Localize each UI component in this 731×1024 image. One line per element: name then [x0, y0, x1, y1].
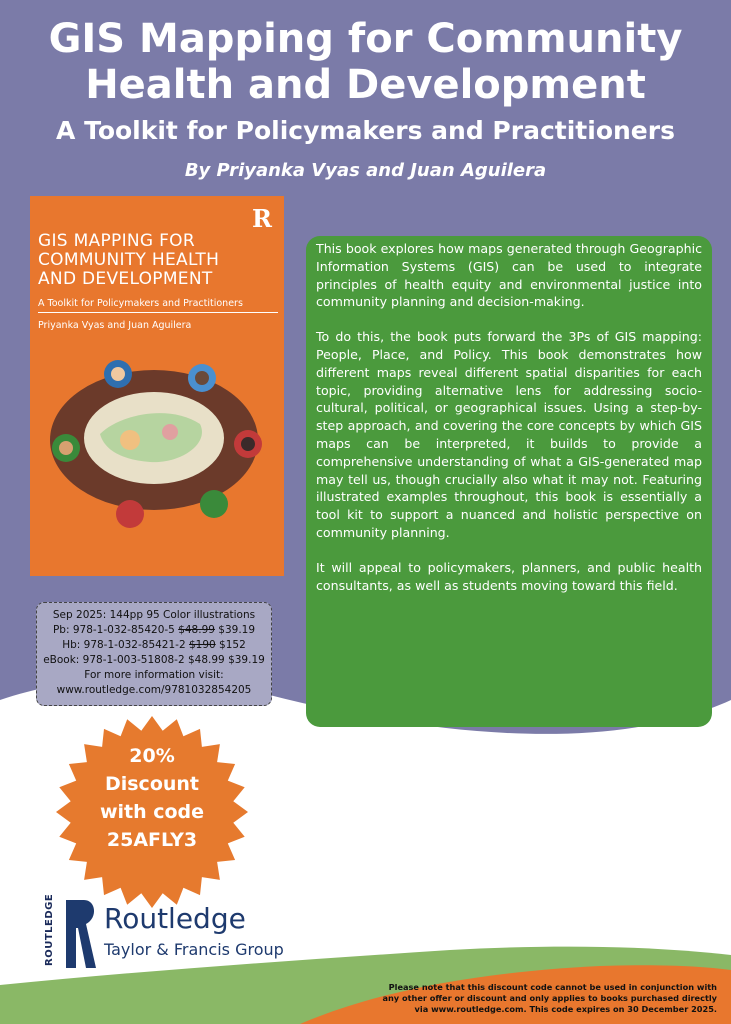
cover-title-line: AND DEVELOPMENT — [38, 269, 213, 289]
cover-title-line: COMMUNITY HEALTH — [38, 250, 220, 270]
logo-vertical-text: ROUTLEDGE — [44, 893, 55, 966]
main-title — [0, 16, 731, 108]
title-line-2: Health and Development — [85, 62, 646, 108]
face-icon — [59, 441, 73, 455]
badge-line: 20% — [129, 745, 175, 767]
face-icon — [195, 371, 209, 385]
badge-line: with code — [99, 801, 205, 823]
more-info-link[interactable]: www.routledge.com/9781032854205 — [56, 684, 252, 696]
description-paragraph-3: It will appeal to policymakers, planners, and public health consultants, as well as students moving toward this field. — [316, 559, 702, 593]
logo-tagline: Taylor & Francis Group — [104, 940, 284, 959]
cover-title-line: GIS MAPPING FOR — [38, 231, 195, 251]
more-info-label: For more information visit: — [84, 669, 224, 681]
hb-old-price: $190 — [188, 639, 216, 651]
face-icon — [241, 437, 255, 451]
description-box — [306, 236, 712, 727]
hb-new-price: $152 — [215, 639, 246, 651]
routledge-r-logo: R — [252, 204, 272, 233]
routledge-mark-icon — [62, 898, 100, 970]
book-info-box — [36, 602, 272, 706]
title-line-1: GIS Mapping for Community — [48, 16, 683, 62]
person-icon — [116, 500, 144, 528]
hb-isbn: Hb: 978-1-032-85421-2 — [62, 639, 189, 651]
map-marker-icon — [162, 424, 178, 440]
hardback-price — [41, 638, 267, 653]
cover-authors: Priyanka Vyas and Juan Aguilera — [38, 320, 192, 331]
book-cover — [30, 196, 284, 576]
face-icon — [111, 367, 125, 381]
description-paragraph-1: This book explores how maps generated through Geographic Information Systems (GIS) can be used to integrate principles of health equity and environmental justice into community planning and decision-making. — [316, 241, 702, 310]
pb-isbn: Pb: 978-1-032-85420-5 — [52, 624, 179, 636]
ebook-price: eBook: 978-1-003-51808-2 $48.99 $39.19 — [43, 654, 265, 666]
pb-new-price: $39.19 — [214, 624, 256, 636]
pub-details: Sep 2025: 144pp 95 Color illustrations — [52, 609, 256, 621]
cover-subtitle: A Toolkit for Policymakers and Practitioners — [38, 298, 278, 313]
footer-disclaimer: Please note that this discount code cannot be used in conjunction with any other offer or discount and only applies to books purchased directly via www.routledge.com. This code expires on 30 December 2025. — [382, 982, 717, 1014]
discount-badge-text — [54, 742, 250, 854]
discount-code: 25AFLY3 — [106, 829, 198, 851]
subtitle: A Toolkit for Policymakers and Practitioners — [56, 116, 675, 145]
badge-line: Discount — [104, 773, 200, 795]
logo-name: Routledge — [104, 902, 246, 935]
cover-title — [38, 232, 268, 289]
map-marker-icon — [120, 430, 140, 450]
paperback-price — [41, 623, 267, 638]
person-icon — [200, 490, 228, 518]
authors-line: By Priyanka Vyas and Juan Aguilera — [184, 160, 547, 181]
description-paragraph-2: To do this, the book puts forward the 3Ps of GIS mapping: People, Place, and Policy. This book demonstrates how different maps reveal different spatial disparities for each topic, providing alternative lens for addressing socio-cultural, political, or geographical issues. Using a step-by-step approach, and covering the core concepts by which GIS maps can be interpreted, it builds to provide a comprehensive understanding of what a GIS-generated map may tell us, though crucially also what it may not. Featuring illustrated examples throughout, this book is essentially a tool kit to support a nuanced and holistic perspective on community planning. — [316, 329, 702, 540]
cover-illustration — [30, 344, 284, 576]
pb-old-price: $48.99 — [178, 624, 215, 636]
